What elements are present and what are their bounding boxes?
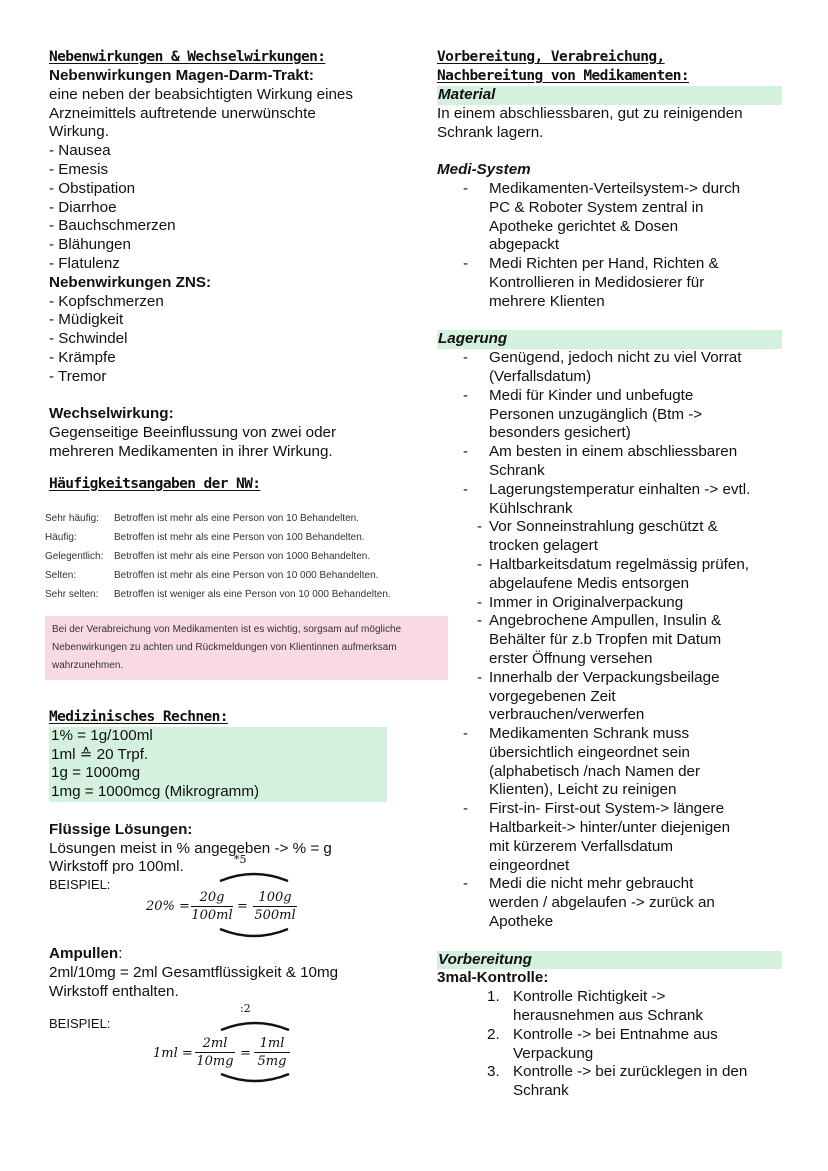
list-item: - Tremor bbox=[49, 367, 107, 385]
list-item-line: Innerhalb der Verpackungsbeilage bbox=[489, 668, 720, 686]
unit-line: 1% = 1g/100ml bbox=[51, 726, 153, 744]
equals: = bbox=[237, 899, 248, 915]
note-line: Bei der Verabreichung von Medikamenten ist es wichtig, sorgsam auf mögliche bbox=[52, 623, 402, 635]
denominator: 5mg bbox=[257, 1053, 287, 1069]
factor-label: *5 bbox=[234, 853, 247, 867]
fraction-2 bbox=[253, 889, 297, 924]
text-line: 2ml/10mg = 2ml Gesamtflüssigkeit & 10mg bbox=[49, 963, 339, 981]
list-item: - Krämpfe bbox=[49, 348, 116, 366]
list-item-line: Kontrolle Richtigkeit -> bbox=[513, 988, 666, 1006]
list-item: - Bauchschmerzen bbox=[49, 217, 176, 235]
list-item bbox=[437, 180, 782, 255]
list-marker: - bbox=[477, 612, 483, 630]
list-item: - Blähungen bbox=[49, 236, 131, 254]
list-item-line: First-in- First-out System-> längere bbox=[489, 800, 725, 818]
freq-label: Selten: bbox=[45, 569, 77, 581]
medi-system-title: Medi-System bbox=[437, 161, 531, 179]
list-item bbox=[437, 255, 782, 311]
nw-heading: Nebenwirkungen & Wechselwirkungen: bbox=[49, 49, 326, 65]
list-item bbox=[437, 387, 782, 443]
list-item bbox=[437, 875, 782, 931]
freq-label: Sehr selten: bbox=[45, 588, 99, 600]
freq-text: Betroffen ist mehr als eine Person von 1000 Behandelten. bbox=[114, 550, 371, 562]
factor-label: :2 bbox=[240, 1001, 251, 1015]
list-marker: 2. bbox=[487, 1025, 500, 1043]
denominator: 10mg bbox=[196, 1053, 234, 1069]
text-line: Wirkstoff pro 100ml. bbox=[49, 858, 184, 876]
list-marker: - bbox=[463, 875, 469, 893]
nw-definition bbox=[49, 86, 399, 142]
freq-text: Betroffen ist mehr als eine Person von 100 Behandelten. bbox=[114, 531, 365, 543]
list-marker: - bbox=[463, 443, 469, 461]
list-item-line: Haltbarkeitsdatum regelmässig prüfen, bbox=[489, 555, 749, 573]
list-item bbox=[437, 988, 782, 1026]
list-item-line: (alphabetisch /nach Namen der bbox=[489, 762, 701, 780]
units-box bbox=[49, 727, 387, 802]
list-item bbox=[437, 349, 782, 387]
list-item: - Nausea bbox=[49, 142, 111, 160]
list-item bbox=[437, 481, 782, 519]
unit-line: 1g = 1000mg bbox=[51, 764, 141, 782]
kontrolle-title: 3mal-Kontrolle: bbox=[437, 969, 549, 987]
lagerung-title: Lagerung bbox=[437, 330, 782, 349]
calc-heading: Medizinisches Rechnen: bbox=[49, 708, 228, 725]
list-item-line: Apotheke bbox=[489, 913, 554, 931]
freq-row bbox=[45, 585, 399, 604]
list-marker: - bbox=[463, 725, 469, 743]
list-marker: 3. bbox=[487, 1063, 500, 1081]
freq-text: Betroffen ist mehr als eine Person von 10 Behandelten. bbox=[114, 512, 359, 524]
list-item-line: mit kürzerem Verfallsdatum bbox=[489, 837, 673, 855]
material-title: Material bbox=[437, 86, 782, 105]
right-heading-line-1: Vorbereitung, Verabreichung, bbox=[437, 49, 665, 65]
list-marker: - bbox=[463, 386, 469, 404]
text-line: eine neben der beabsichtigten Wirkung eines bbox=[49, 85, 353, 103]
list-item-line: Behälter für z.b Tropfen mit Datum bbox=[489, 631, 722, 649]
list-marker: - bbox=[463, 349, 469, 367]
freq-row bbox=[45, 509, 399, 528]
numerator: 2ml bbox=[202, 1035, 228, 1051]
text-line: Wirkstoff enthalten. bbox=[49, 982, 179, 1000]
freq-label: Sehr häufig: bbox=[45, 512, 99, 524]
list-item-line: Lagerungstemperatur einhalten -> evtl. bbox=[489, 480, 751, 498]
list-item bbox=[437, 725, 782, 800]
list-item-line: (Verfallsdatum) bbox=[489, 367, 592, 385]
amp-title bbox=[49, 945, 399, 964]
list-item-line: Apotheke gerichtet & Dosen bbox=[489, 217, 679, 235]
list-item: - Flatulenz bbox=[49, 254, 120, 272]
list-item-line: PC & Roboter System zentral in bbox=[489, 198, 704, 216]
unit-line: 1mg = 1000mcg (Mikrogramm) bbox=[51, 783, 260, 801]
list-item-line: mehrere Klienten bbox=[489, 292, 605, 310]
freq-row bbox=[45, 566, 399, 585]
list-item-line: abgelaufene Medis entsorgen bbox=[489, 574, 690, 592]
list-marker: - bbox=[477, 593, 483, 611]
list-item-line: Schrank bbox=[513, 1082, 569, 1100]
list-item bbox=[437, 556, 782, 594]
freq-table bbox=[45, 509, 399, 604]
list-item-line: herausnehmen aus Schrank bbox=[513, 1007, 703, 1025]
numerator: 1ml bbox=[259, 1035, 285, 1051]
list-item-line: Kontrollieren in Medidosierer für bbox=[489, 273, 705, 291]
zns-list bbox=[49, 293, 399, 387]
list-marker: - bbox=[463, 179, 469, 197]
kontrolle-list bbox=[437, 988, 782, 1101]
list-marker: - bbox=[477, 555, 483, 573]
note-line: wahrzunehmen. bbox=[52, 659, 124, 671]
list-item-line: Am besten in einem abschliessbaren bbox=[489, 443, 738, 461]
list-item-line: Immer in Originalverpackung bbox=[489, 593, 684, 611]
text-line: Schrank lagern. bbox=[437, 123, 544, 141]
text-line: Arzneimittels auftretende unerwünschte bbox=[49, 104, 316, 122]
denominator: 100ml bbox=[191, 908, 233, 924]
list-marker: 1. bbox=[487, 988, 500, 1006]
list-item-line: Schrank bbox=[489, 461, 545, 479]
text-line: Gegenseitige Beeinflussung von zwei oder bbox=[49, 424, 337, 442]
note-box bbox=[45, 616, 448, 680]
list-item-line: vorgegebenen Zeit bbox=[489, 687, 616, 705]
list-marker: - bbox=[477, 518, 483, 536]
list-item-line: verbrauchen/verwerfen bbox=[489, 706, 645, 724]
nw-zns-title: Nebenwirkungen ZNS: bbox=[49, 273, 212, 291]
unit-line: 1ml ≙ 20 Trpf. bbox=[51, 745, 149, 763]
freq-text: Betroffen ist weniger als eine Person von 10 000 Behandelten. bbox=[114, 588, 391, 600]
lagerung-list bbox=[437, 349, 782, 932]
list-item-line: übersichtlich eingeordnet sein bbox=[489, 743, 690, 761]
list-item-line: abgepackt bbox=[489, 236, 560, 254]
freq-text: Betroffen ist mehr als eine Person von 10 000 Behandelten. bbox=[114, 569, 379, 581]
list-item bbox=[437, 443, 782, 481]
list-item bbox=[437, 1063, 782, 1101]
list-item-line: Kontrolle -> bei Entnahme aus bbox=[513, 1025, 718, 1043]
freq-label: Gelegentlich: bbox=[45, 550, 104, 562]
numerator: 100g bbox=[258, 890, 292, 906]
list-item-line: trocken gelagert bbox=[489, 537, 598, 555]
freq-heading: Häufigkeitsangaben der NW: bbox=[49, 475, 261, 492]
text-line: mehreren Medikamenten in ihrer Wirkung. bbox=[49, 442, 333, 460]
list-item-line: eingeordnet bbox=[489, 856, 570, 874]
list-marker: - bbox=[463, 255, 469, 273]
list-item bbox=[437, 669, 782, 725]
list-item bbox=[437, 594, 782, 613]
list-item-line: Medikamenten-Verteilsystem-> durch bbox=[489, 179, 741, 197]
equals: = bbox=[240, 1045, 251, 1061]
list-item-line: Verpackung bbox=[513, 1044, 594, 1062]
text-line: Wirkung. bbox=[49, 123, 109, 141]
list-item-line: Medi für Kinder und unbefugte bbox=[489, 386, 694, 404]
list-item-line: Kontrolle -> bei zurücklegen in den bbox=[513, 1063, 748, 1081]
list-item: - Schwindel bbox=[49, 330, 128, 348]
amp-colon: : bbox=[118, 945, 123, 963]
list-item-line: erster Öffnung versehen bbox=[489, 649, 653, 667]
lhs: 20% = bbox=[146, 899, 190, 915]
nw-mdt-title: Nebenwirkungen Magen-Darm-Trakt: bbox=[49, 67, 314, 84]
text-line: Lösungen meist in % angegeben -> % = g bbox=[49, 839, 332, 857]
freq-row bbox=[45, 528, 399, 547]
factor-arc-bottom bbox=[215, 1072, 295, 1086]
mdt-list bbox=[49, 142, 399, 274]
list-item-line: Medi die nicht mehr gebraucht bbox=[489, 875, 694, 893]
list-marker: - bbox=[477, 668, 483, 686]
factor-arc-top bbox=[215, 1018, 295, 1032]
list-item-line: Kühlschrank bbox=[489, 499, 573, 517]
list-item bbox=[437, 800, 782, 875]
list-item: - Müdigkeit bbox=[49, 311, 124, 329]
beispiel-label: BEISPIEL: bbox=[49, 1015, 111, 1031]
list-item-line: werden / abgelaufen -> zurück an bbox=[489, 894, 715, 912]
left-column bbox=[45, 48, 402, 1084]
beispiel-label: BEISPIEL: bbox=[49, 877, 111, 893]
factor-arc-top bbox=[214, 869, 294, 883]
fl-title: Flüssige Lösungen: bbox=[49, 820, 193, 838]
list-item-line: Angebrochene Ampullen, Insulin & bbox=[489, 612, 722, 630]
text-line: In einem abschliessbaren, gut zu reinigenden bbox=[437, 104, 743, 122]
lhs: 1ml = bbox=[153, 1045, 193, 1061]
list-item-line: besonders gesichert) bbox=[489, 424, 631, 442]
list-item-line: Haltbarkeit-> hinter/unter diejenigen bbox=[489, 819, 731, 837]
list-item-line: Personen unzugänglich (Btm -> bbox=[489, 405, 703, 423]
note-line: Nebenwirkungen zu achten und Rückmeldungen von Klientinnen aufmerksam bbox=[52, 641, 397, 653]
list-marker: - bbox=[463, 800, 469, 818]
vorbereitung-title: Vorbereitung bbox=[437, 951, 782, 970]
list-item-line: Klienten), Leicht zu reinigen bbox=[489, 781, 677, 799]
list-item: - Emesis bbox=[49, 160, 109, 178]
list-item bbox=[437, 612, 782, 668]
fraction-2 bbox=[254, 1035, 290, 1070]
freq-row bbox=[45, 547, 399, 566]
right-column bbox=[437, 48, 782, 1101]
list-item bbox=[437, 1026, 782, 1064]
freq-label: Häufig: bbox=[45, 531, 77, 543]
numerator: 20g bbox=[199, 890, 225, 906]
list-marker: - bbox=[463, 480, 469, 498]
list-item-line: Medi Richten per Hand, Richten & bbox=[489, 255, 719, 273]
list-item: - Obstipation bbox=[49, 179, 136, 197]
list-item bbox=[437, 518, 782, 556]
denominator: 500ml bbox=[254, 908, 296, 924]
ww-title: Wechselwirkung: bbox=[49, 405, 174, 423]
medi-system-list bbox=[437, 180, 782, 312]
right-heading-line-2: Nachbereitung von Medikamenten: bbox=[437, 68, 690, 84]
fraction-1 bbox=[195, 1035, 235, 1070]
amp-title-text: Ampullen bbox=[49, 945, 119, 963]
fraction-1 bbox=[191, 889, 233, 924]
list-item: - Kopfschmerzen bbox=[49, 292, 164, 310]
list-item-line: Medikamenten Schrank muss bbox=[489, 725, 690, 743]
factor-arc-bottom bbox=[214, 927, 294, 941]
list-item-line: Vor Sonneinstrahlung geschützt & bbox=[489, 518, 718, 536]
list-item-line: Genügend, jedoch nicht zu viel Vorrat bbox=[489, 349, 742, 367]
list-item: - Diarrhoe bbox=[49, 198, 117, 216]
